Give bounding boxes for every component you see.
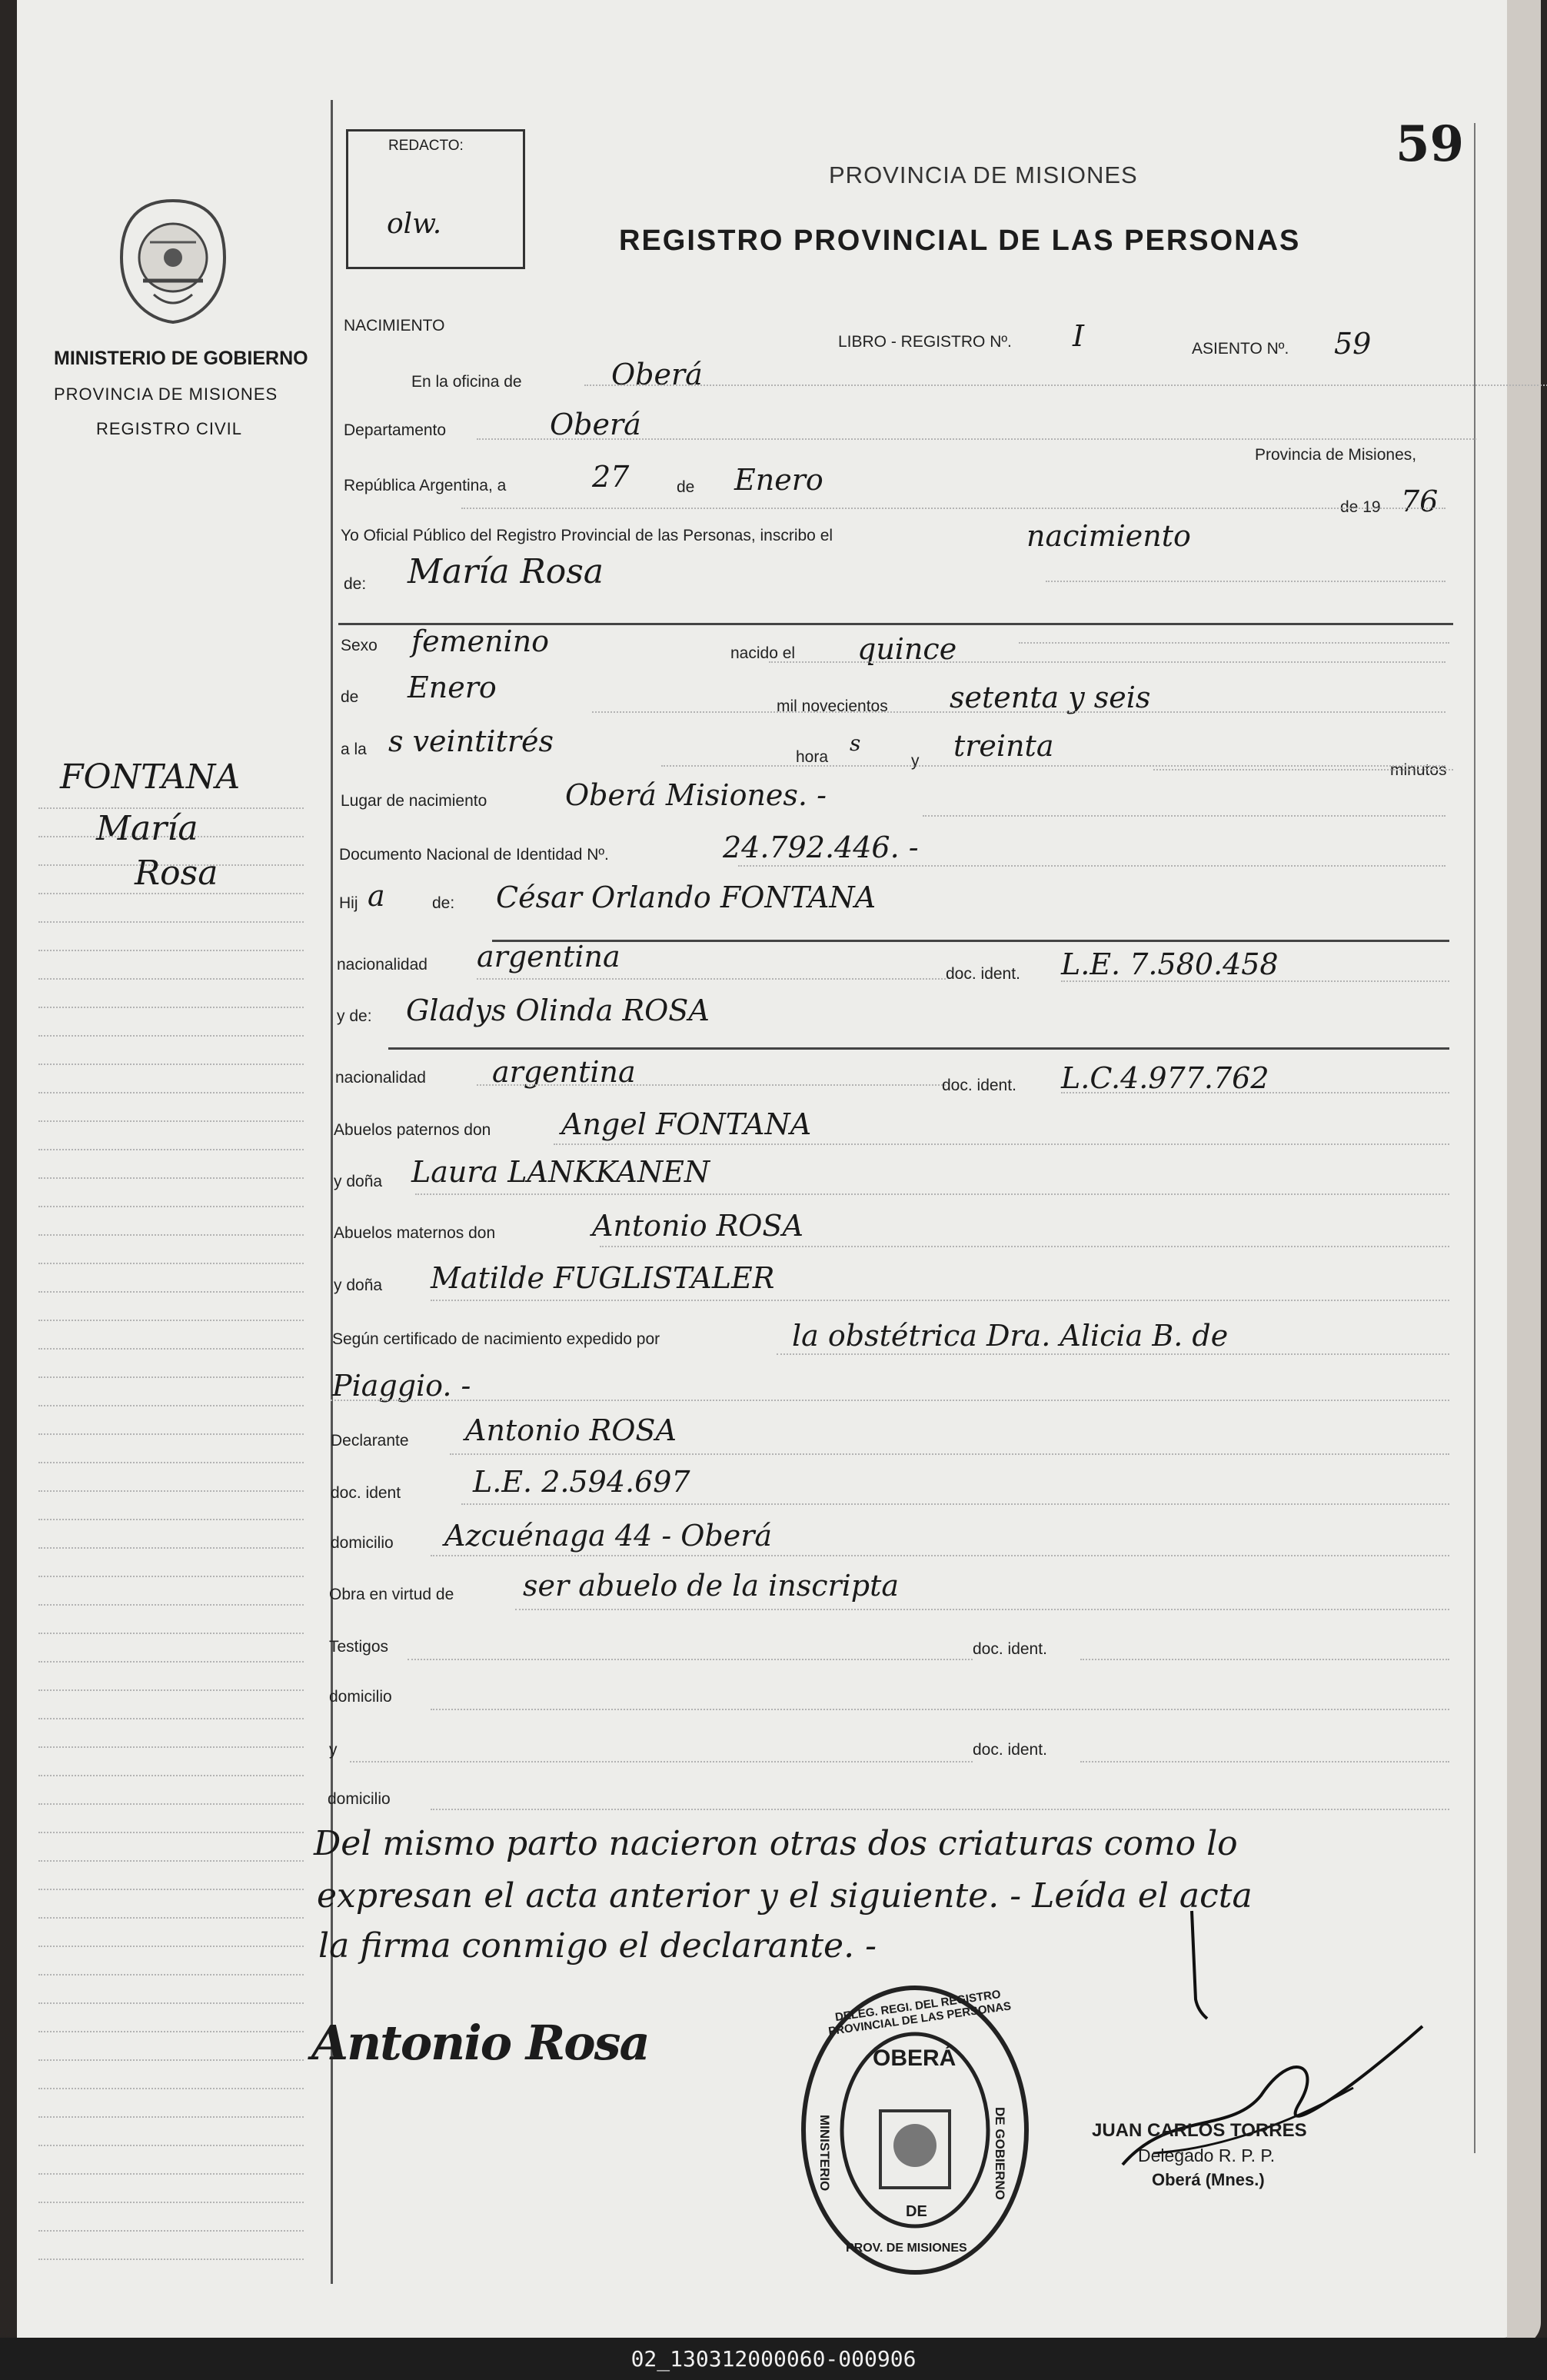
form-rule <box>661 765 1446 767</box>
margin-rule <box>38 1348 304 1350</box>
margin-rule <box>38 2202 304 2203</box>
testigo2-docident-label: doc. ident. <box>973 1741 1047 1759</box>
margin-name2: Rosa <box>135 854 218 893</box>
margin-rule <box>38 1576 304 1577</box>
official-place: Oberá (Mnes.) <box>1152 2170 1265 2189</box>
margin-rule <box>38 1149 304 1150</box>
form-rule <box>477 1084 946 1086</box>
margin-rule <box>38 1746 304 1748</box>
redacto-label: REDACTO: <box>388 138 464 154</box>
margin-rule <box>38 978 304 980</box>
minutes-value: treinta <box>953 729 1054 763</box>
day-value: 27 <box>592 460 630 494</box>
docident-label-2: doc. ident. <box>942 1077 1016 1094</box>
y-label: y <box>911 752 920 770</box>
testigo1-docident-label: doc. ident. <box>973 1640 1047 1658</box>
hora-suffix: s <box>850 731 861 756</box>
margin-rule <box>38 1035 304 1037</box>
father-doc: L.E. 7.580.458 <box>1061 947 1279 981</box>
margin-rule <box>38 1291 304 1293</box>
section-rule-3 <box>388 1047 1449 1050</box>
hijo-suffix: a <box>368 879 385 913</box>
left-civil: REGISTRO CIVIL <box>96 419 243 438</box>
margin-rule <box>38 1946 304 1947</box>
margin-rule <box>38 1376 304 1378</box>
declarante-signature: Antonio Rosa <box>311 2015 649 2071</box>
form-rule <box>431 1809 1449 1810</box>
stamp-top: OBERÁ <box>873 2045 956 2071</box>
form-rule <box>1061 1092 1449 1093</box>
sexo-label: Sexo <box>341 637 378 654</box>
departamento-value: Oberá <box>550 408 641 441</box>
abuelos-maternos-label: Abuelos maternos don <box>334 1224 496 1242</box>
form-rule <box>461 508 1446 509</box>
margin-rule <box>38 1206 304 1207</box>
form-rule <box>461 1503 1449 1505</box>
stamp-left: MINISTERIO <box>817 2115 832 2192</box>
margin-name1: María <box>96 809 198 848</box>
ydona-label-2: y doña <box>334 1277 383 1294</box>
margin-rule <box>38 1832 304 1833</box>
margin-rule <box>38 1889 304 1890</box>
page-edge <box>1507 0 1541 2345</box>
form-rule <box>415 1193 1449 1195</box>
form-rule <box>738 865 1446 867</box>
nacionalidad-label-2: nacionalidad <box>335 1069 426 1087</box>
note-line-2: expresan el acta anterior y el siguiente. - Leída el acta <box>317 1876 1253 1916</box>
form-rule <box>1080 1659 1449 1660</box>
margin-rule <box>38 1064 304 1065</box>
margin-rule <box>38 1974 304 1976</box>
margin-rule <box>38 1462 304 1463</box>
mother-name: Gladys Olinda ROSA <box>406 994 710 1027</box>
obra-label: Obra en virtud de <box>329 1586 454 1603</box>
birth-day: quince <box>857 632 957 666</box>
abuelo-materno: Antonio ROSA <box>592 1209 803 1243</box>
mil-label: mil novecientos <box>777 697 888 715</box>
official-title: Delegado R. P. P. <box>1138 2145 1276 2165</box>
margin-rule <box>38 2031 304 2032</box>
margin-rule <box>38 1661 304 1663</box>
libro-value: I <box>1073 319 1085 353</box>
form-rule <box>431 1709 1449 1710</box>
form-rule <box>1019 642 1449 644</box>
margin-rule <box>38 2259 304 2260</box>
margin-rule <box>38 1633 304 1634</box>
form-rule <box>600 1246 1449 1247</box>
de-label-1: de <box>677 478 695 496</box>
form-rule <box>450 1453 1449 1455</box>
form-rule <box>1080 1761 1449 1763</box>
stamp-right: DE GOBIERNO <box>993 2107 1007 2200</box>
oficina-label: En la oficina de <box>411 373 522 391</box>
margin-rule <box>38 1007 304 1008</box>
margin-rule <box>38 1689 304 1691</box>
closing-stroke <box>1176 1907 1223 2022</box>
stamp-outer-text: DELEG. REGI. DEL REGISTRO PROVINCIAL DE LAS PERSONAS <box>827 1988 1013 2039</box>
abuelo-paterno: Angel FONTANA <box>561 1107 812 1141</box>
form-rule <box>408 1659 973 1660</box>
testigo2-y-label: y <box>329 1741 338 1759</box>
de-label: de: <box>344 575 367 593</box>
margin-rule <box>38 2116 304 2118</box>
margin-rule <box>38 1263 304 1264</box>
margin-rule <box>38 1604 304 1606</box>
ala-label: a la <box>341 741 367 758</box>
margin-rule <box>38 1519 304 1520</box>
republica-label: República Argentina, a <box>344 477 507 494</box>
header-registry: REGISTRO PROVINCIAL DE LAS PERSONAS <box>619 225 1301 257</box>
testigo2-domicilio-label: domicilio <box>328 1790 391 1808</box>
form-rule <box>477 438 1476 440</box>
child-name: María Rosa <box>408 552 604 591</box>
official-name: JUAN CARLOS TORRES <box>1092 2120 1307 2141</box>
form-rule <box>592 711 1446 713</box>
margin-rule <box>38 1320 304 1321</box>
form-rule <box>1046 581 1446 582</box>
sexo-value: femenino <box>411 624 550 658</box>
act-title: NACIMIENTO <box>344 317 445 335</box>
nacido-label: nacido el <box>730 644 796 662</box>
libro-label: LIBRO - REGISTRO Nº. <box>838 333 1012 351</box>
father-nationality: argentina <box>477 940 620 974</box>
de-label-3: de: <box>432 894 455 912</box>
note-line-3: la firma conmigo el declarante. - <box>318 1926 877 1966</box>
margin-rule <box>38 1547 304 1549</box>
asiento-value: 59 <box>1334 327 1372 361</box>
declarante-doc: L.E. 2.594.697 <box>473 1465 690 1499</box>
dni-label: Documento Nacional de Identidad Nº. <box>339 846 609 864</box>
declarante-value: Antonio ROSA <box>465 1413 677 1447</box>
domicilio-label: domicilio <box>331 1534 394 1552</box>
section-rule-2 <box>492 940 1449 942</box>
form-rule <box>431 1300 1449 1301</box>
month-value: Enero <box>734 463 823 497</box>
margin-rule <box>38 1120 304 1122</box>
footer-code: 02_130312000060-000906 <box>0 2338 1547 2380</box>
header-province: PROVINCIA DE MISIONES <box>829 161 1138 188</box>
doc-ident-label: doc. ident <box>331 1484 401 1502</box>
form-rule <box>584 384 1547 386</box>
margin-rule <box>38 2059 304 2061</box>
margin-rule <box>38 1917 304 1919</box>
docident-label-1: doc. ident. <box>946 965 1020 983</box>
domicilio-value: Azcuénaga 44 - Oberá <box>444 1519 773 1553</box>
dni-value: 24.792.446. - <box>723 831 919 864</box>
form-rule <box>1061 980 1449 982</box>
page-number: 59 <box>1396 115 1465 173</box>
redacto-initials: olw. <box>387 208 442 240</box>
hour-value: s veintitrés <box>388 724 554 758</box>
margin-rule <box>38 1405 304 1406</box>
oficial-value: nacimiento <box>1026 519 1191 553</box>
asiento-label: ASIENTO Nº. <box>1192 340 1289 358</box>
note-line-1: Del mismo parto nacieron otras dos criaturas como lo <box>314 1824 1238 1863</box>
obra-value: ser abuelo de la inscripta <box>523 1569 900 1603</box>
birth-month: Enero <box>408 671 497 704</box>
certificado-value-2: Piaggio. - <box>332 1369 471 1403</box>
hora-label: hora <box>796 748 829 766</box>
official-stamp <box>800 1984 1030 2276</box>
minutos-label: minutos <box>1390 761 1447 779</box>
abuela-materna: Matilde FUGLISTALER <box>431 1261 775 1295</box>
de-label-2: de <box>341 688 359 706</box>
mother-nationality: argentina <box>492 1055 636 1089</box>
lugar-label: Lugar de nacimiento <box>341 792 487 810</box>
margin-rule <box>38 1433 304 1435</box>
abuela-paterna: Laura LANKKANEN <box>411 1155 710 1189</box>
margin-rule <box>38 1775 304 1776</box>
form-rule <box>515 1609 1449 1610</box>
form-rule <box>477 978 946 980</box>
margin-rule <box>38 2145 304 2146</box>
form-rule <box>331 1400 1449 1401</box>
birth-year: setenta y seis <box>950 681 1151 714</box>
margin-rule <box>38 921 304 923</box>
form-rule <box>777 1353 1449 1355</box>
margin-rule <box>38 2088 304 2089</box>
margin-rule <box>38 2002 304 2004</box>
nacionalidad-label-1: nacionalidad <box>337 956 428 974</box>
testigos-label: Testigos <box>329 1638 389 1656</box>
lugar-value: Oberá Misiones. - <box>565 778 827 812</box>
margin-rule <box>38 1860 304 1862</box>
margin-rule <box>38 1490 304 1492</box>
right-border <box>1474 123 1475 2153</box>
oficial-text: Yo Oficial Público del Registro Provincial de las Personas, inscribo el <box>341 527 833 544</box>
form-rule <box>1153 769 1453 771</box>
abuelos-paternos-label: Abuelos paternos don <box>334 1121 491 1139</box>
year-prefix: de 19 <box>1340 498 1381 516</box>
oficina-value: Oberá <box>611 358 703 391</box>
stamp-bottom: PROV. DE MISIONES <box>846 2242 967 2255</box>
yde-label: y de: <box>337 1007 372 1025</box>
certificado-label: Según certificado de nacimiento expedido por <box>332 1330 660 1348</box>
mother-doc: L.C.4.977.762 <box>1061 1061 1269 1095</box>
margin-surname: FONTANA <box>60 757 241 797</box>
margin-rule <box>38 1092 304 1093</box>
margin-rule <box>38 1803 304 1805</box>
stamp-bottom-de: DE <box>906 2203 927 2220</box>
margin-rule <box>38 950 304 951</box>
hijo-label: Hij <box>339 894 358 912</box>
left-ministry: MINISTERIO DE GOBIERNO <box>54 348 308 369</box>
provincia-label: Provincia de Misiones, <box>1255 446 1417 464</box>
form-rule <box>769 661 1446 663</box>
form-rule <box>350 1761 973 1763</box>
year-suffix: 76 <box>1401 484 1439 518</box>
margin-rule <box>38 1718 304 1719</box>
form-rule <box>923 815 1446 817</box>
form-rule <box>554 1143 1449 1145</box>
testigo1-domicilio-label: domicilio <box>329 1688 392 1706</box>
redacto-box <box>346 129 525 269</box>
margin-rule <box>38 893 304 894</box>
ydona-label-1: y doña <box>334 1173 383 1190</box>
margin-rule <box>38 2173 304 2175</box>
departamento-label: Departamento <box>344 421 447 439</box>
coat-of-arms-icon <box>115 196 231 327</box>
left-province: PROVINCIA DE MISIONES <box>54 384 278 404</box>
declarante-label: Declarante <box>331 1432 409 1450</box>
form-rule <box>431 1555 1449 1556</box>
margin-rule <box>38 1177 304 1179</box>
margin-rule <box>38 1234 304 1236</box>
father-name: César Orlando FONTANA <box>496 880 877 914</box>
certificado-value-1: la obstétrica Dra. Alicia B. de <box>792 1319 1229 1353</box>
margin-rule <box>38 2230 304 2232</box>
